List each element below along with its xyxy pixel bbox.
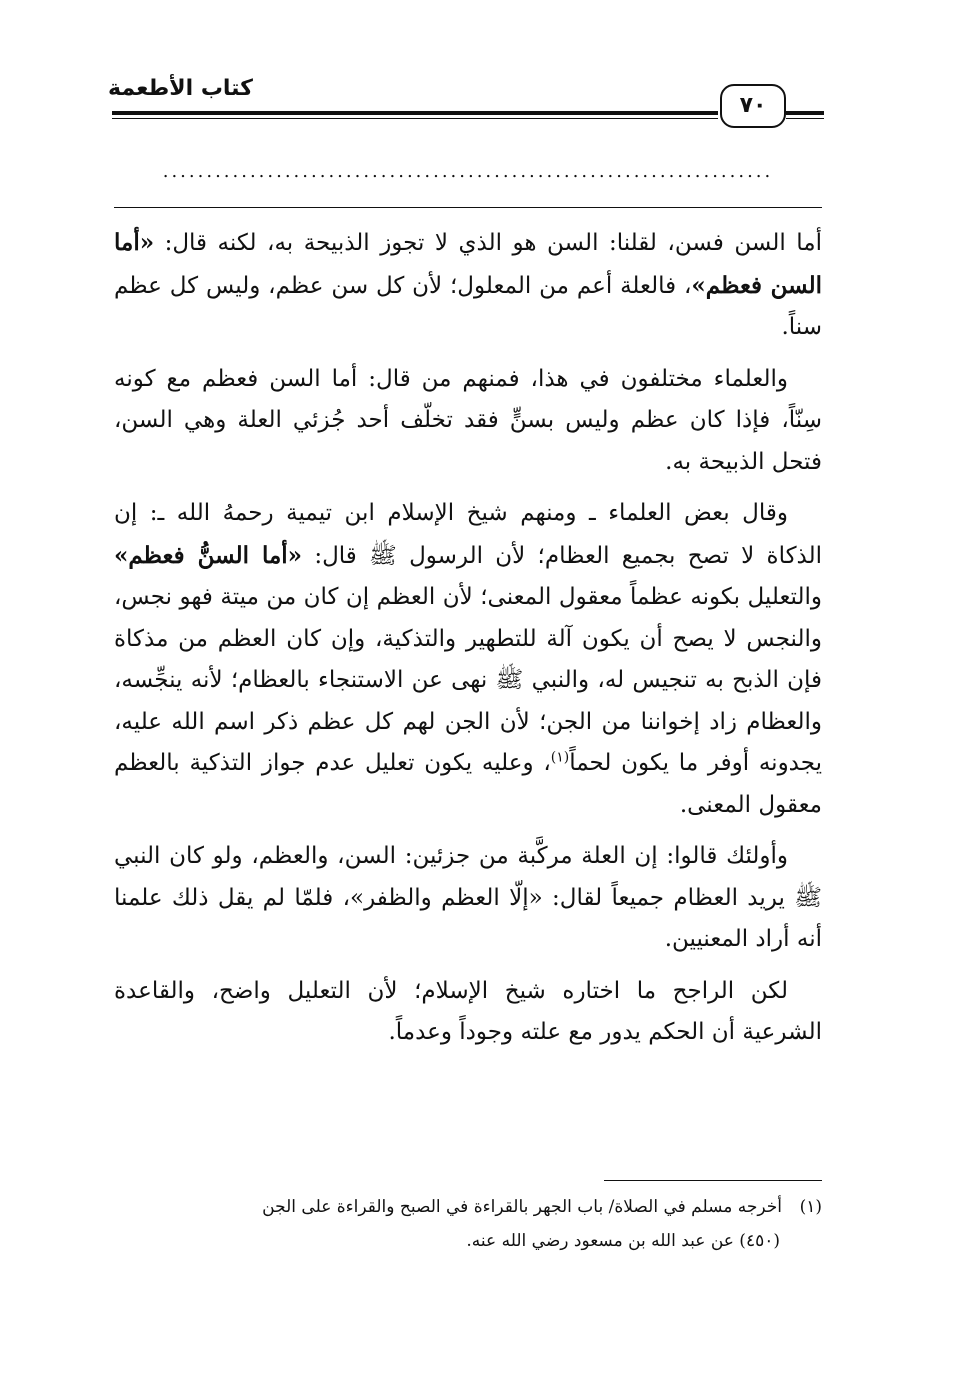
footnote-line-2: (٤٥٠) عن عبد الله بن مسعود رضي الله عنه. bbox=[466, 1231, 780, 1251]
text-run: أما السن فسن، لقلنا: السن هو الذي لا تجوز الذبيحة به، لكنه قال: bbox=[154, 230, 822, 256]
hadith-quote: «أما السن فعظم» bbox=[114, 229, 822, 299]
header-rule-right-thick bbox=[786, 111, 824, 115]
hadith-quote: «أما السنُّ فعظم» bbox=[114, 541, 303, 569]
footnote-line-1 bbox=[114, 1190, 822, 1224]
text-run: وقال بعض العلماء ـ ومنهم شيخ الإسلام ابن تيمية رحمهُ الله ـ: إن الذكاة لا تصح بجميع العظام؛ لأن الرسول ﷺ قال: bbox=[114, 500, 822, 569]
page-number: ٧٠ bbox=[720, 84, 786, 128]
text-run: والعلماء مختلفون في هذا، فمنهم من قال: أما السن فعظم مع كونه سِنّاً، فإذا كان عظم وليس بسنٍّ فقد تخلّف أحد جُزئي العلة وهي السن، فتحل الذبيحة به. bbox=[114, 365, 822, 475]
paragraph-5 bbox=[114, 971, 822, 1054]
running-header-title: كتاب الأطعمة bbox=[108, 76, 253, 101]
section-rule bbox=[114, 207, 822, 208]
text-run: ، فالعلة أعم من المعلول؛ لأن كل سن عظم، وليس كل عظم سناً. bbox=[114, 272, 822, 340]
header-rule-right-thin bbox=[786, 118, 824, 119]
paragraph-1 bbox=[114, 222, 822, 349]
paragraph-4 bbox=[114, 836, 822, 961]
text-run: والتعليل بكونه عظماً معقول المعنى؛ لأن العظم إن كان من ميتة فهو نجس، والنجس لا يصح أن يكون آلة للتطهير والتذكية، وإن كان العظم من مذكاة فإن الذبح به تنجيس له، والنبي ﷺ نهى عن الاستنجاء بالعظام؛ لأنه ينجِّسه، والعظام زاد إخواننا من الجن؛ لأن الجن لهم كل عظم ذكر اسم الله عليه، يجدونه أوفر ما يكون لحماً bbox=[114, 584, 822, 776]
footnote bbox=[114, 1190, 822, 1258]
dotted-separator: ...................................................................... bbox=[162, 161, 774, 182]
footnote-number: (١) bbox=[799, 1197, 822, 1217]
footnote-text: أخرجه مسلم في الصلاة/ باب الجهر بالقراءة في الصبح والقراءة على الجن bbox=[262, 1197, 782, 1217]
text-run: وأولئك قالوا: إن العلة مركَّبة من جزئين: السن، والعظم، ولو كان النبي ﷺ يريد العظام جميعاً لقال: «إلّا العظم والظفر»، فلمّا لم يقل ذلك علمنا أنه أراد المعنيين. bbox=[114, 843, 822, 952]
footnote-reference: (١) bbox=[550, 749, 570, 766]
header-rule-left-thick bbox=[112, 111, 718, 115]
main-text bbox=[114, 222, 822, 1064]
text-run: لكن الراجح ما اختاره شيخ الإسلام؛ لأن التعليل واضح، والقاعدة الشرعية أن الحكم يدور مع علته وجوداً وعدماً. bbox=[114, 977, 822, 1045]
text-run: ، وعليه يكون تعليل عدم جواز التذكية بالعظم معقول المعنى. bbox=[114, 750, 822, 818]
footnote-rule bbox=[604, 1180, 822, 1181]
paragraph-3 bbox=[114, 493, 822, 826]
header-rule-left-thin bbox=[112, 118, 718, 119]
paragraph-2 bbox=[114, 359, 822, 484]
